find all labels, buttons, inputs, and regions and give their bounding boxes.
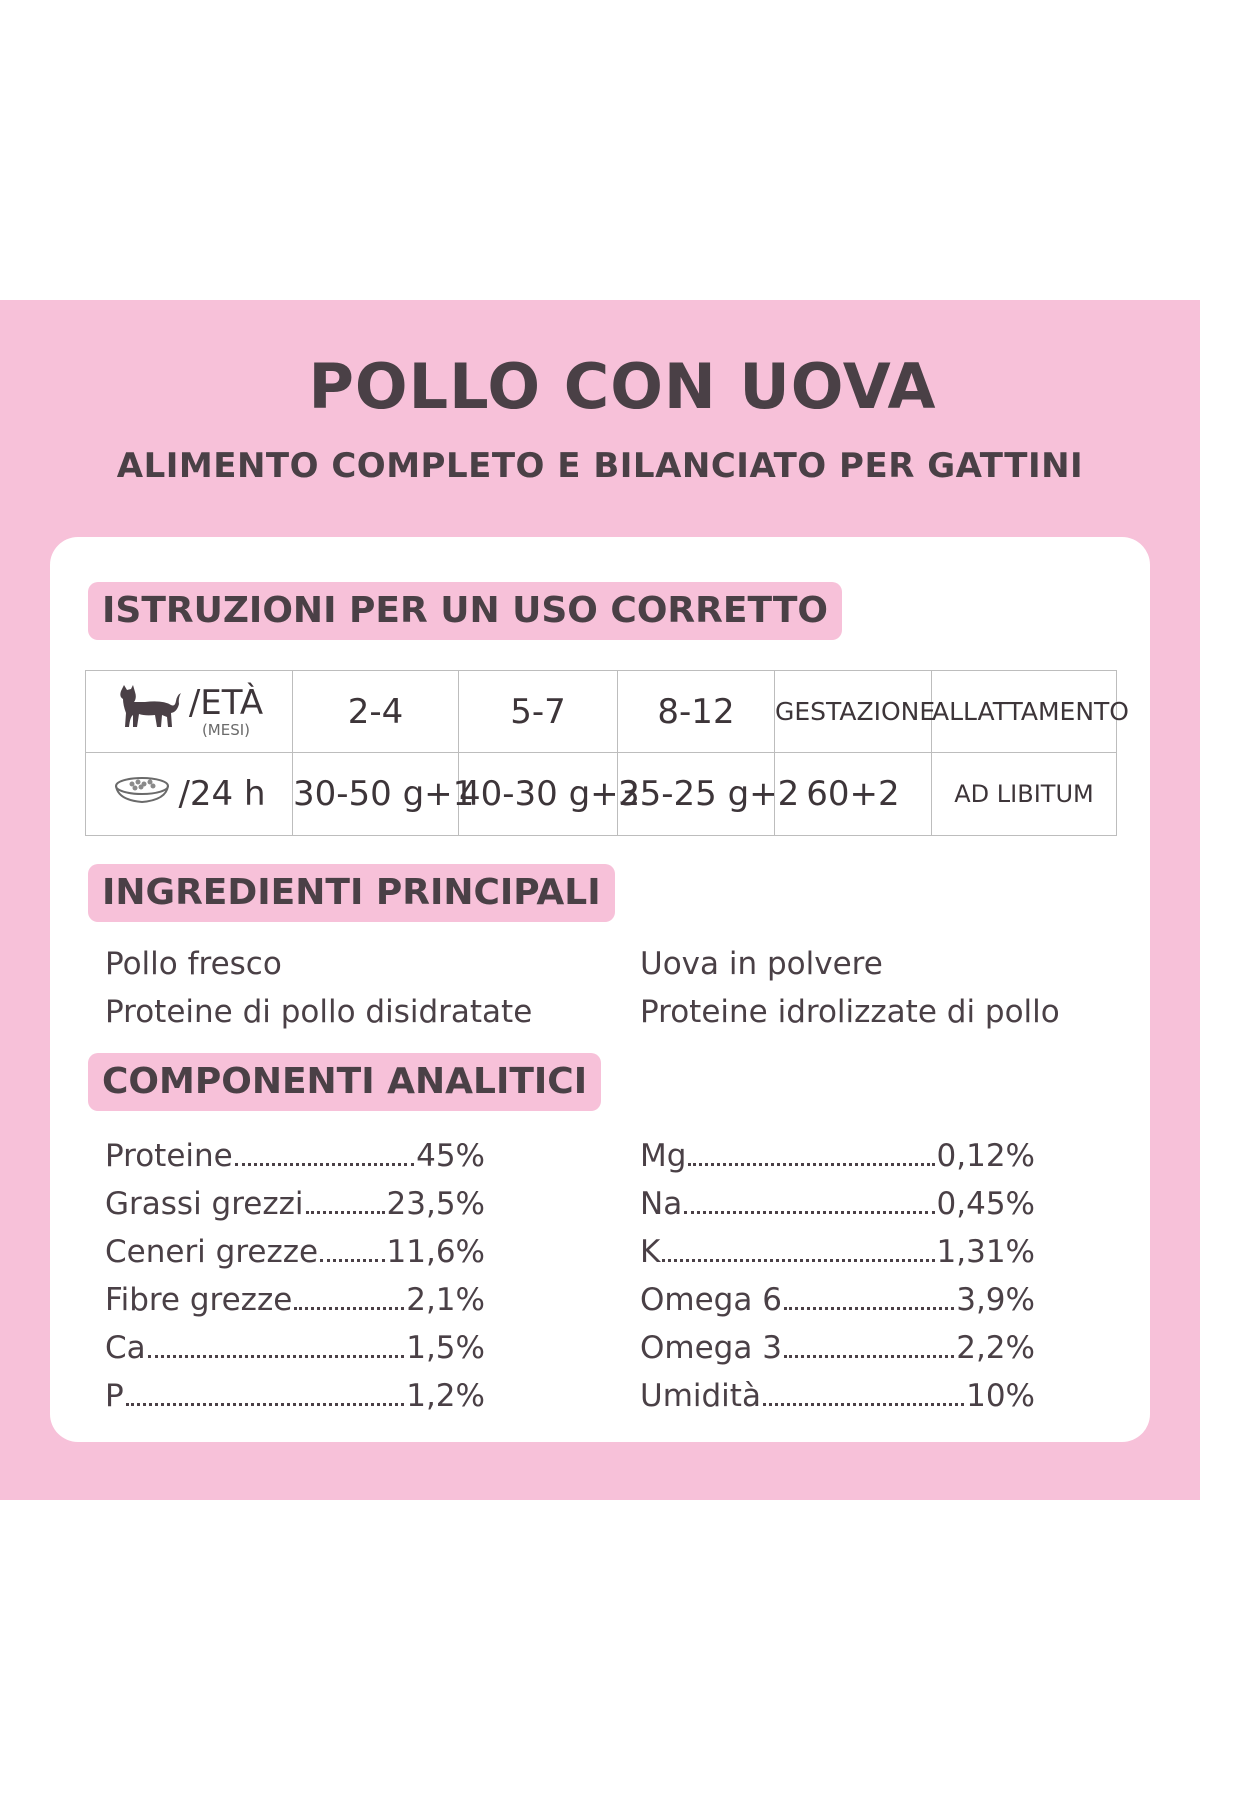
component-name: Mg bbox=[640, 1138, 687, 1174]
age-cell: GESTAZIONE bbox=[775, 671, 932, 753]
ration-cell: 40-30 g+2 bbox=[459, 753, 618, 836]
analytical-row bbox=[640, 1228, 1035, 1276]
component-value: 2,2% bbox=[956, 1330, 1035, 1366]
leader-dots bbox=[148, 1355, 405, 1358]
analytical-left-list bbox=[105, 1132, 485, 1420]
component-value: 11,6% bbox=[386, 1234, 485, 1270]
feeding-table bbox=[85, 670, 1129, 836]
instructions-heading: ISTRUZIONI PER UN USO CORRETTO bbox=[88, 582, 842, 640]
leader-dots bbox=[688, 1163, 934, 1166]
cat-icon bbox=[115, 685, 183, 738]
component-name: Umidità bbox=[640, 1378, 761, 1414]
analytical-row bbox=[105, 1132, 485, 1180]
component-name: Ca bbox=[105, 1330, 146, 1366]
food-bowl-icon bbox=[112, 774, 172, 815]
age-cell: 5-7 bbox=[459, 671, 618, 753]
age-cell: 8-12 bbox=[618, 671, 775, 753]
ration-cell: 60+2 bbox=[775, 753, 932, 836]
component-name: Proteine bbox=[105, 1138, 233, 1174]
leader-dots bbox=[306, 1211, 385, 1214]
component-value: 1,2% bbox=[406, 1378, 485, 1414]
ration-cell: 30-50 g+1 bbox=[293, 753, 459, 836]
leader-dots bbox=[684, 1211, 934, 1214]
analytical-row bbox=[640, 1324, 1035, 1372]
ration-cell: AD LIBITUM bbox=[932, 753, 1117, 836]
component-name: Omega 3 bbox=[640, 1330, 782, 1366]
leader-dots bbox=[784, 1307, 954, 1310]
analytical-row bbox=[105, 1180, 485, 1228]
leader-dots bbox=[126, 1403, 405, 1406]
ingredient-item: Pollo fresco bbox=[105, 946, 282, 982]
ration-row bbox=[86, 753, 1117, 836]
product-title: POLLO CON UOVA bbox=[308, 350, 937, 423]
component-value: 45% bbox=[416, 1138, 485, 1174]
component-name: Grassi grezzi bbox=[105, 1186, 304, 1222]
age-header-cell bbox=[86, 671, 293, 753]
ingredient-item: Proteine idrolizzate di pollo bbox=[640, 994, 1060, 1030]
analytical-row bbox=[640, 1180, 1035, 1228]
component-name: K bbox=[640, 1234, 661, 1270]
age-cell: 2-4 bbox=[293, 671, 459, 753]
product-subtitle: ALIMENTO COMPLETO E BILANCIATO PER GATTINI bbox=[116, 446, 1084, 486]
component-value: 1,31% bbox=[936, 1234, 1035, 1270]
analytical-row bbox=[105, 1228, 485, 1276]
leader-dots bbox=[763, 1403, 964, 1406]
age-label: /ETÀ bbox=[188, 682, 264, 723]
component-name: Fibre grezze bbox=[105, 1282, 293, 1318]
component-value: 2,1% bbox=[406, 1282, 485, 1318]
ingredient-item: Uova in polvere bbox=[640, 946, 883, 982]
age-unit: (MESI) bbox=[201, 720, 251, 739]
analytical-row bbox=[640, 1276, 1035, 1324]
analytical-row bbox=[105, 1324, 485, 1372]
leader-dots bbox=[662, 1259, 934, 1262]
analytical-row bbox=[640, 1372, 1035, 1420]
component-value: 3,9% bbox=[956, 1282, 1035, 1318]
ration-cell: 35-25 g+2 bbox=[618, 753, 775, 836]
analytical-right-list bbox=[640, 1132, 1035, 1420]
component-value: 0,45% bbox=[936, 1186, 1035, 1222]
age-row bbox=[86, 671, 1117, 753]
leader-dots bbox=[320, 1259, 384, 1262]
leader-dots bbox=[294, 1307, 404, 1310]
ingredient-item: Proteine di pollo disidratate bbox=[105, 994, 533, 1030]
component-value: 10% bbox=[966, 1378, 1035, 1414]
analytical-row bbox=[105, 1372, 485, 1420]
component-value: 23,5% bbox=[386, 1186, 485, 1222]
ingredients-heading: INGREDIENTI PRINCIPALI bbox=[88, 864, 615, 922]
leader-dots bbox=[784, 1355, 954, 1358]
analytical-row bbox=[105, 1276, 485, 1324]
component-name: Ceneri grezze bbox=[105, 1234, 319, 1270]
ingredients-right-list bbox=[640, 940, 1060, 1036]
component-name: Na bbox=[640, 1186, 683, 1222]
ration-header-cell bbox=[86, 753, 293, 836]
age-cell: ALLATTAMENTO bbox=[932, 671, 1117, 753]
leader-dots bbox=[235, 1163, 414, 1166]
ingredients-left-list bbox=[105, 940, 532, 1036]
component-name: P bbox=[105, 1378, 124, 1414]
component-name: Omega 6 bbox=[640, 1282, 782, 1318]
analytical-heading: COMPONENTI ANALITICI bbox=[88, 1053, 601, 1111]
component-value: 0,12% bbox=[936, 1138, 1035, 1174]
analytical-row bbox=[640, 1132, 1035, 1180]
ration-label: /24 h bbox=[178, 774, 266, 814]
component-value: 1,5% bbox=[406, 1330, 485, 1366]
